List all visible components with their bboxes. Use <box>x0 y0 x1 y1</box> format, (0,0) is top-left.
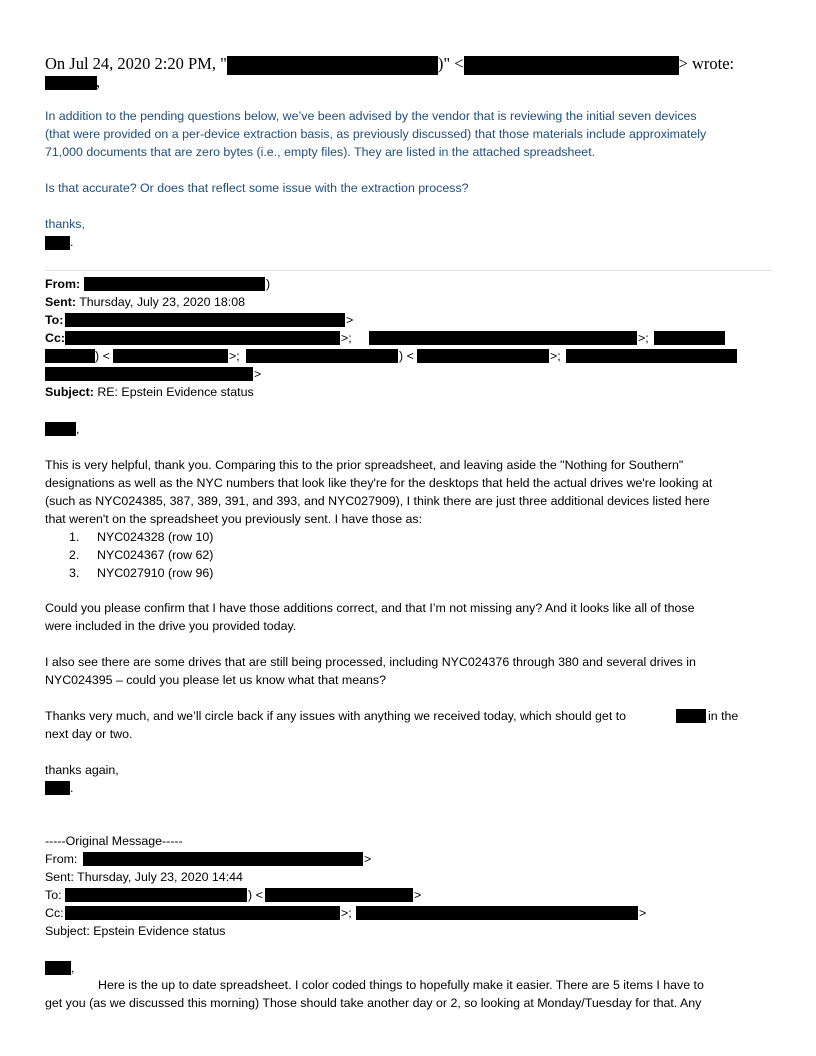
cc-sep: >; <box>638 331 649 345</box>
redaction <box>45 961 71 975</box>
cc-sep: >; <box>341 906 352 920</box>
email1-to <box>45 311 63 329</box>
email1-subject <box>45 383 254 401</box>
header-prefix: On Jul 24, 2020 2:20 PM, " <box>45 54 227 73</box>
list-text: NYC024328 (row 10) <box>97 530 214 544</box>
redaction <box>464 56 679 75</box>
email1-drives-line1: I also see there are some drives that are still being processed, including NYC024376 through 380 and several drives in <box>45 655 696 669</box>
redaction <box>356 906 638 920</box>
redaction <box>45 236 70 250</box>
redaction <box>417 349 549 363</box>
email1-cc <box>45 329 65 347</box>
cc-sep: >; <box>550 349 561 363</box>
list-item <box>69 528 213 546</box>
email1-period: . <box>70 781 74 795</box>
list-text: NYC024367 (row 62) <box>97 548 214 562</box>
redaction <box>654 331 725 345</box>
redaction <box>369 331 637 345</box>
sent-value: Thursday, July 23, 2020 18:08 <box>75 295 245 309</box>
cc-angle: > <box>639 906 647 920</box>
reply-para1-line2: (that were provided on a per-device extraction basis, as previously discussed) that those materials include approximately <box>45 127 707 141</box>
redaction <box>45 367 253 381</box>
redaction <box>65 906 340 920</box>
reply-signoff: thanks, <box>45 217 85 231</box>
list-item <box>69 546 213 564</box>
list-number: 3. <box>69 566 80 580</box>
email1-thanks-line1b: in the <box>708 709 739 723</box>
header-comma: , <box>96 72 101 91</box>
email1-signoff: thanks again, <box>45 763 119 777</box>
from-label: From: <box>45 277 81 291</box>
sent-label: Sent: <box>45 295 76 309</box>
redaction <box>265 888 413 902</box>
reply-para2: Is that accurate? Or does that reflect some issue with the extraction process? <box>45 181 469 195</box>
reply-para1-line3: 71,000 documents that are zero bytes (i.e., empty files). They are listed in the attached spreadsheet. <box>45 145 596 159</box>
email1-from <box>45 275 80 293</box>
redaction <box>113 349 228 363</box>
to-angle: > <box>414 888 422 902</box>
redaction <box>45 349 95 363</box>
list-number: 1. <box>69 530 80 544</box>
greeting-comma: , <box>76 422 80 436</box>
email1-body-line3: (such as NYC024385, 387, 389, 391, and 393, and NYC027909), I think there are just three additional devices listed here <box>45 494 710 508</box>
to-paren-angle: ) < <box>248 888 263 902</box>
email1-body-line1: This is very helpful, thank you. Comparing this to the prior spreadsheet, and leaving aside the "Nothing for Southern" <box>45 458 684 472</box>
from-angle: > <box>364 852 372 866</box>
reply-header <box>45 54 734 75</box>
email2-from-label: From: <box>45 852 78 866</box>
redaction <box>83 852 363 866</box>
cc-angle: > <box>254 367 262 381</box>
email2-to-label: To: <box>45 888 62 902</box>
email2-subject: Subject: Epstein Evidence status <box>45 924 226 938</box>
redaction <box>676 709 706 723</box>
redaction <box>84 277 265 291</box>
email1-thanks-line1a: Thanks very much, and we’ll circle back if any issues with anything we received today, which should get to <box>45 709 627 723</box>
cc-sep: >; <box>341 331 352 345</box>
list-number: 2. <box>69 548 80 562</box>
list-item <box>69 564 213 582</box>
list-text: NYC027910 (row 96) <box>97 566 214 580</box>
cc-sep: >; <box>229 349 240 363</box>
redaction <box>227 56 438 75</box>
email1-drives-line2: NYC024395 – could you please let us know what that means? <box>45 673 386 687</box>
redaction <box>65 888 247 902</box>
redaction <box>45 76 97 90</box>
email2-greeting-comma: , <box>71 961 75 975</box>
email1-body-line4: that weren't on the spreadsheet you previously sent. I have those as: <box>45 512 423 526</box>
email2-body-line2: get you (as we discussed this morning) Those should take another day or 2, so looking at Monday/Tuesday for that. Any <box>45 996 702 1010</box>
redaction <box>45 781 70 795</box>
header-quote-close: )" < <box>437 54 464 73</box>
email1-sent <box>45 293 245 311</box>
email1-confirm-line1: Could you please confirm that I have those additions correct, and that I’m not missing any? And it looks like all of those <box>45 601 695 615</box>
redaction <box>65 331 340 345</box>
from-tail: ) <box>266 277 271 291</box>
subject-value: RE: Epstein Evidence status <box>93 385 254 399</box>
email1-confirm-line2: were included in the drive you provided today. <box>45 619 297 633</box>
to-label: To: <box>45 313 64 327</box>
email2-sent: Sent: Thursday, July 23, 2020 14:44 <box>45 870 243 884</box>
email1-thanks-line2: next day or two. <box>45 727 133 741</box>
subject-label: Subject: <box>45 385 94 399</box>
divider <box>45 270 772 271</box>
redaction <box>45 422 76 436</box>
original-message-header: -----Original Message----- <box>45 834 183 848</box>
cc-paren-angle: ) < <box>399 349 414 363</box>
redaction <box>65 313 345 327</box>
cc-paren-angle: ) < <box>95 349 110 363</box>
reply-para1-line1: In addition to the pending questions below, we’ve been advised by the vendor that is reviewing the initial seven devices <box>45 109 697 123</box>
header-wrote: > wrote: <box>678 54 735 73</box>
email2-body-line1: Here is the up to date spreadsheet. I color coded things to hopefully make it easier. There are 5 items I have to <box>98 978 704 992</box>
cc-label: Cc: <box>45 331 65 345</box>
redaction <box>566 349 737 363</box>
to-angle: > <box>346 313 354 327</box>
email2-cc-label: Cc: <box>45 906 64 920</box>
redaction <box>246 349 398 363</box>
email1-body-line2: designations as well as the NYC numbers that look like they're for the desktops that held the actual drives we're looking at <box>45 476 713 490</box>
reply-period: . <box>70 235 74 249</box>
